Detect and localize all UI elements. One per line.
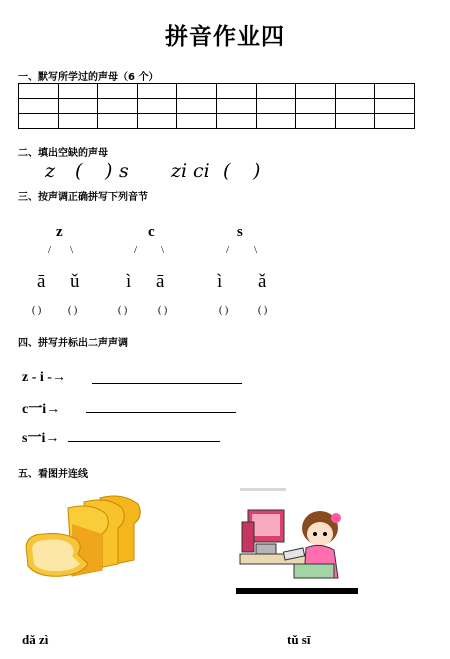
section-1-heading: 一、默写所学过的声母（6 个） xyxy=(18,72,159,83)
arrow-icon: → xyxy=(51,370,66,385)
spell-row-1-label xyxy=(22,370,66,386)
section-2-heading: 二、填出空缺的声母 xyxy=(18,148,108,159)
branch-left: / xyxy=(48,244,52,256)
syllable-a3: ǎ xyxy=(258,271,267,292)
arrow-icon: → xyxy=(46,402,61,417)
arrow-icon: → xyxy=(45,431,60,446)
answer-paren: ( ) xyxy=(68,305,78,316)
fill-blank-row xyxy=(45,160,267,182)
syllable-a1: ā xyxy=(156,271,165,292)
answer-paren: ( ) xyxy=(258,305,268,316)
bread-image xyxy=(22,494,148,584)
branch-right: \ xyxy=(254,244,258,256)
section-5-heading: 五、看图并连线 xyxy=(18,469,88,480)
consonant-c: c xyxy=(148,224,155,240)
spell-row-2-label xyxy=(22,398,60,418)
answer-line xyxy=(68,441,220,442)
paren-close: ) xyxy=(105,160,113,182)
branch-right: \ xyxy=(70,244,74,256)
branch-left: / xyxy=(134,244,138,256)
section-4-heading: 四、拼写并标出二声声调 xyxy=(18,338,128,349)
consonant-s: s xyxy=(237,224,243,240)
spell-label: z - i - xyxy=(22,370,52,385)
syllable-zi: zi xyxy=(171,160,188,182)
syllable-ci: ci xyxy=(193,160,210,182)
answer-line xyxy=(86,412,236,413)
spell-row-3-label xyxy=(22,427,59,447)
consonant-z: z xyxy=(56,224,63,240)
writing-grid xyxy=(18,83,415,129)
syllable-a1: ā xyxy=(37,271,46,292)
syllable-u3: ǔ xyxy=(70,271,80,292)
paren-open: ( xyxy=(75,160,83,182)
word-left: dǎ zì xyxy=(22,632,49,647)
page-title: 拼音作业四 xyxy=(165,24,285,50)
answer-paren: ( ) xyxy=(219,305,229,316)
paren-open-2: ( xyxy=(223,160,231,182)
section-3-heading: 三、按声调正确拼写下列音节 xyxy=(18,192,148,203)
answer-line xyxy=(92,383,242,384)
answer-paren: ( ) xyxy=(158,305,168,316)
letter-z: z xyxy=(45,160,56,182)
answer-paren: ( ) xyxy=(32,305,42,316)
branch-right: \ xyxy=(161,244,165,256)
girl-computer-image xyxy=(236,488,360,594)
branch-left: / xyxy=(226,244,230,256)
spell-label: c一i xyxy=(22,402,47,417)
word-right: tǔ sī xyxy=(287,632,311,647)
letter-s: s xyxy=(119,160,129,182)
syllable-i4: ì xyxy=(217,271,223,292)
paren-close-2: ) xyxy=(253,160,261,182)
syllable-i4: ì xyxy=(126,271,132,292)
answer-paren: ( ) xyxy=(118,305,128,316)
spell-label: s一i xyxy=(22,431,46,446)
